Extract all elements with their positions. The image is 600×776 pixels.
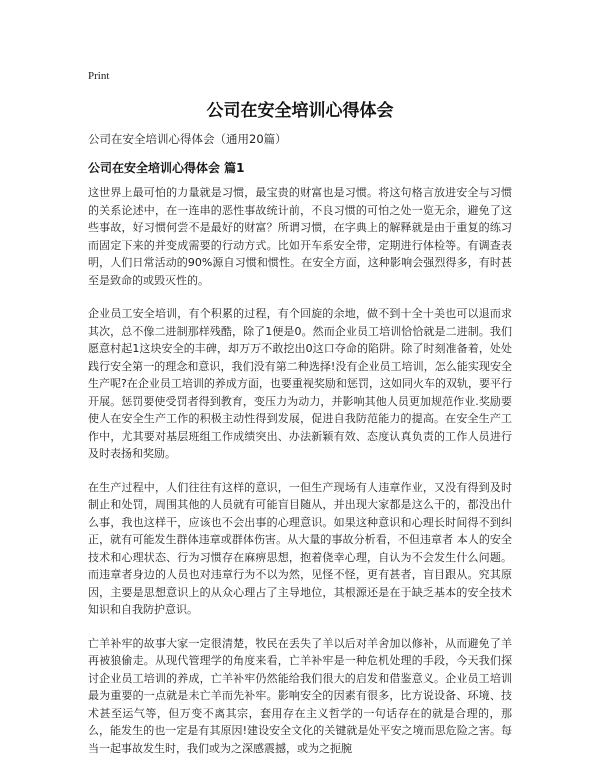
document-body [88, 184, 512, 773]
paragraph: 企业员工安全培训，有个积累的过程，有个回旋的余地，做不到十全十美也可以退而求其次，总不像二进制那样残酷，除了1便是0。然而企业员工培训恰恰就是二进制。我们愿意村起1这块安全的丰碑，却万万不敢挖出0这口夺命的陷阱。除了时刻准备着，处处践行安全第一的理念和意识，我们没有第二种选择!没有企业员工培训，怎么能实现安全生产呢?在企业员工培训的养成方面，也要重视奖励和惩罚，这如同火车的双轨，要平行开展。惩罚要使受罚者得到教育，变压力为动力，并影响其他人员更加规范作业.奖励要使人在安全生产工作的积极主动性得到发展，促进自我防范能力的提高。在安全生产工作中，尤其要对基层班组工作成绩突出、办法新颖有效、态度认真负责的工作人员进行及时表扬和奖励。 [88, 307, 512, 460]
paragraph: 在生产过程中，人们往往有这样的意识，一但生产现场有人违章作业，又没有得到及时制止和处罚，周围其他的人员就有可能盲目随从，并出现大家都是这么干的，都没出什么事，我也这样干，应该也不会出事的心理意识。如果这种意识和心理长时间得不到纠正，就有可能发生群体违章或群体伤害。从大量的事故分析看，不但违章者 本人的安全技术和心理状态、行为习惯存在麻痹思想，抱着侥幸心理，自认为不会发生什么问题。而违章者身边的人员也对违章行为不以为然，见怪不怪，更有甚者，盲目跟从。究其原因，主要是思想意识上的从众心理占了主导地位，其根源还是在于缺乏基本的安全技术知识和自我防护意识。 [88, 480, 512, 616]
document-subtitle: 公司在安全培训心得体会（通用20篇） [88, 132, 287, 146]
section-heading: 公司在安全培训心得体会 篇1 [88, 161, 245, 175]
paragraph: 这世界上最可怕的力量就是习惯，最宝贵的财富也是习惯。将这句格言放进安全与习惯的关系论述中，在一连串的恶性事故统计前，不良习惯的可怕之处一览无余，避免了这些事故，好习惯何尝不是最好的财富？所谓习惯，在字典上的解释就是由于重复的练习而固定下来的并变成需要的行动方式。比如开车系安全带，定期进行体检等。有调查表明，人们日常活动的90%源自习惯和惯性。在安全方面，这种影响会强烈得多，有时甚至是致命的或毁灭性的。 [88, 186, 512, 287]
page-title: 公司在安全培训心得体会 [206, 101, 394, 121]
paragraph: 亡羊补牢的故事大家一定很清楚，牧民在丢失了羊以后对羊舍加以修补，从而避免了羊再被狼偷走。从现代管理学的角度来看，亡羊补牢是一种危机处理的手段，今天我们探讨企业员工培训的养成，亡羊补牢仍然能给我们很大的启发和借鉴意义。企业员工培训最为重要的一点就是未亡羊而先补牢。影响安全的因素有很多，比方说设备、环境、技术甚至运气等，但万变不离其宗，套用存在主义哲学的一句话存在的就是合理的，那么，能发生的也一定是有其原因!建设安全文化的关键就是处平安之境而思危险之害。每当一起事故发生时，我们或为之深感震撼，或为之扼腕 [88, 636, 512, 755]
print-label: Print [88, 70, 110, 82]
